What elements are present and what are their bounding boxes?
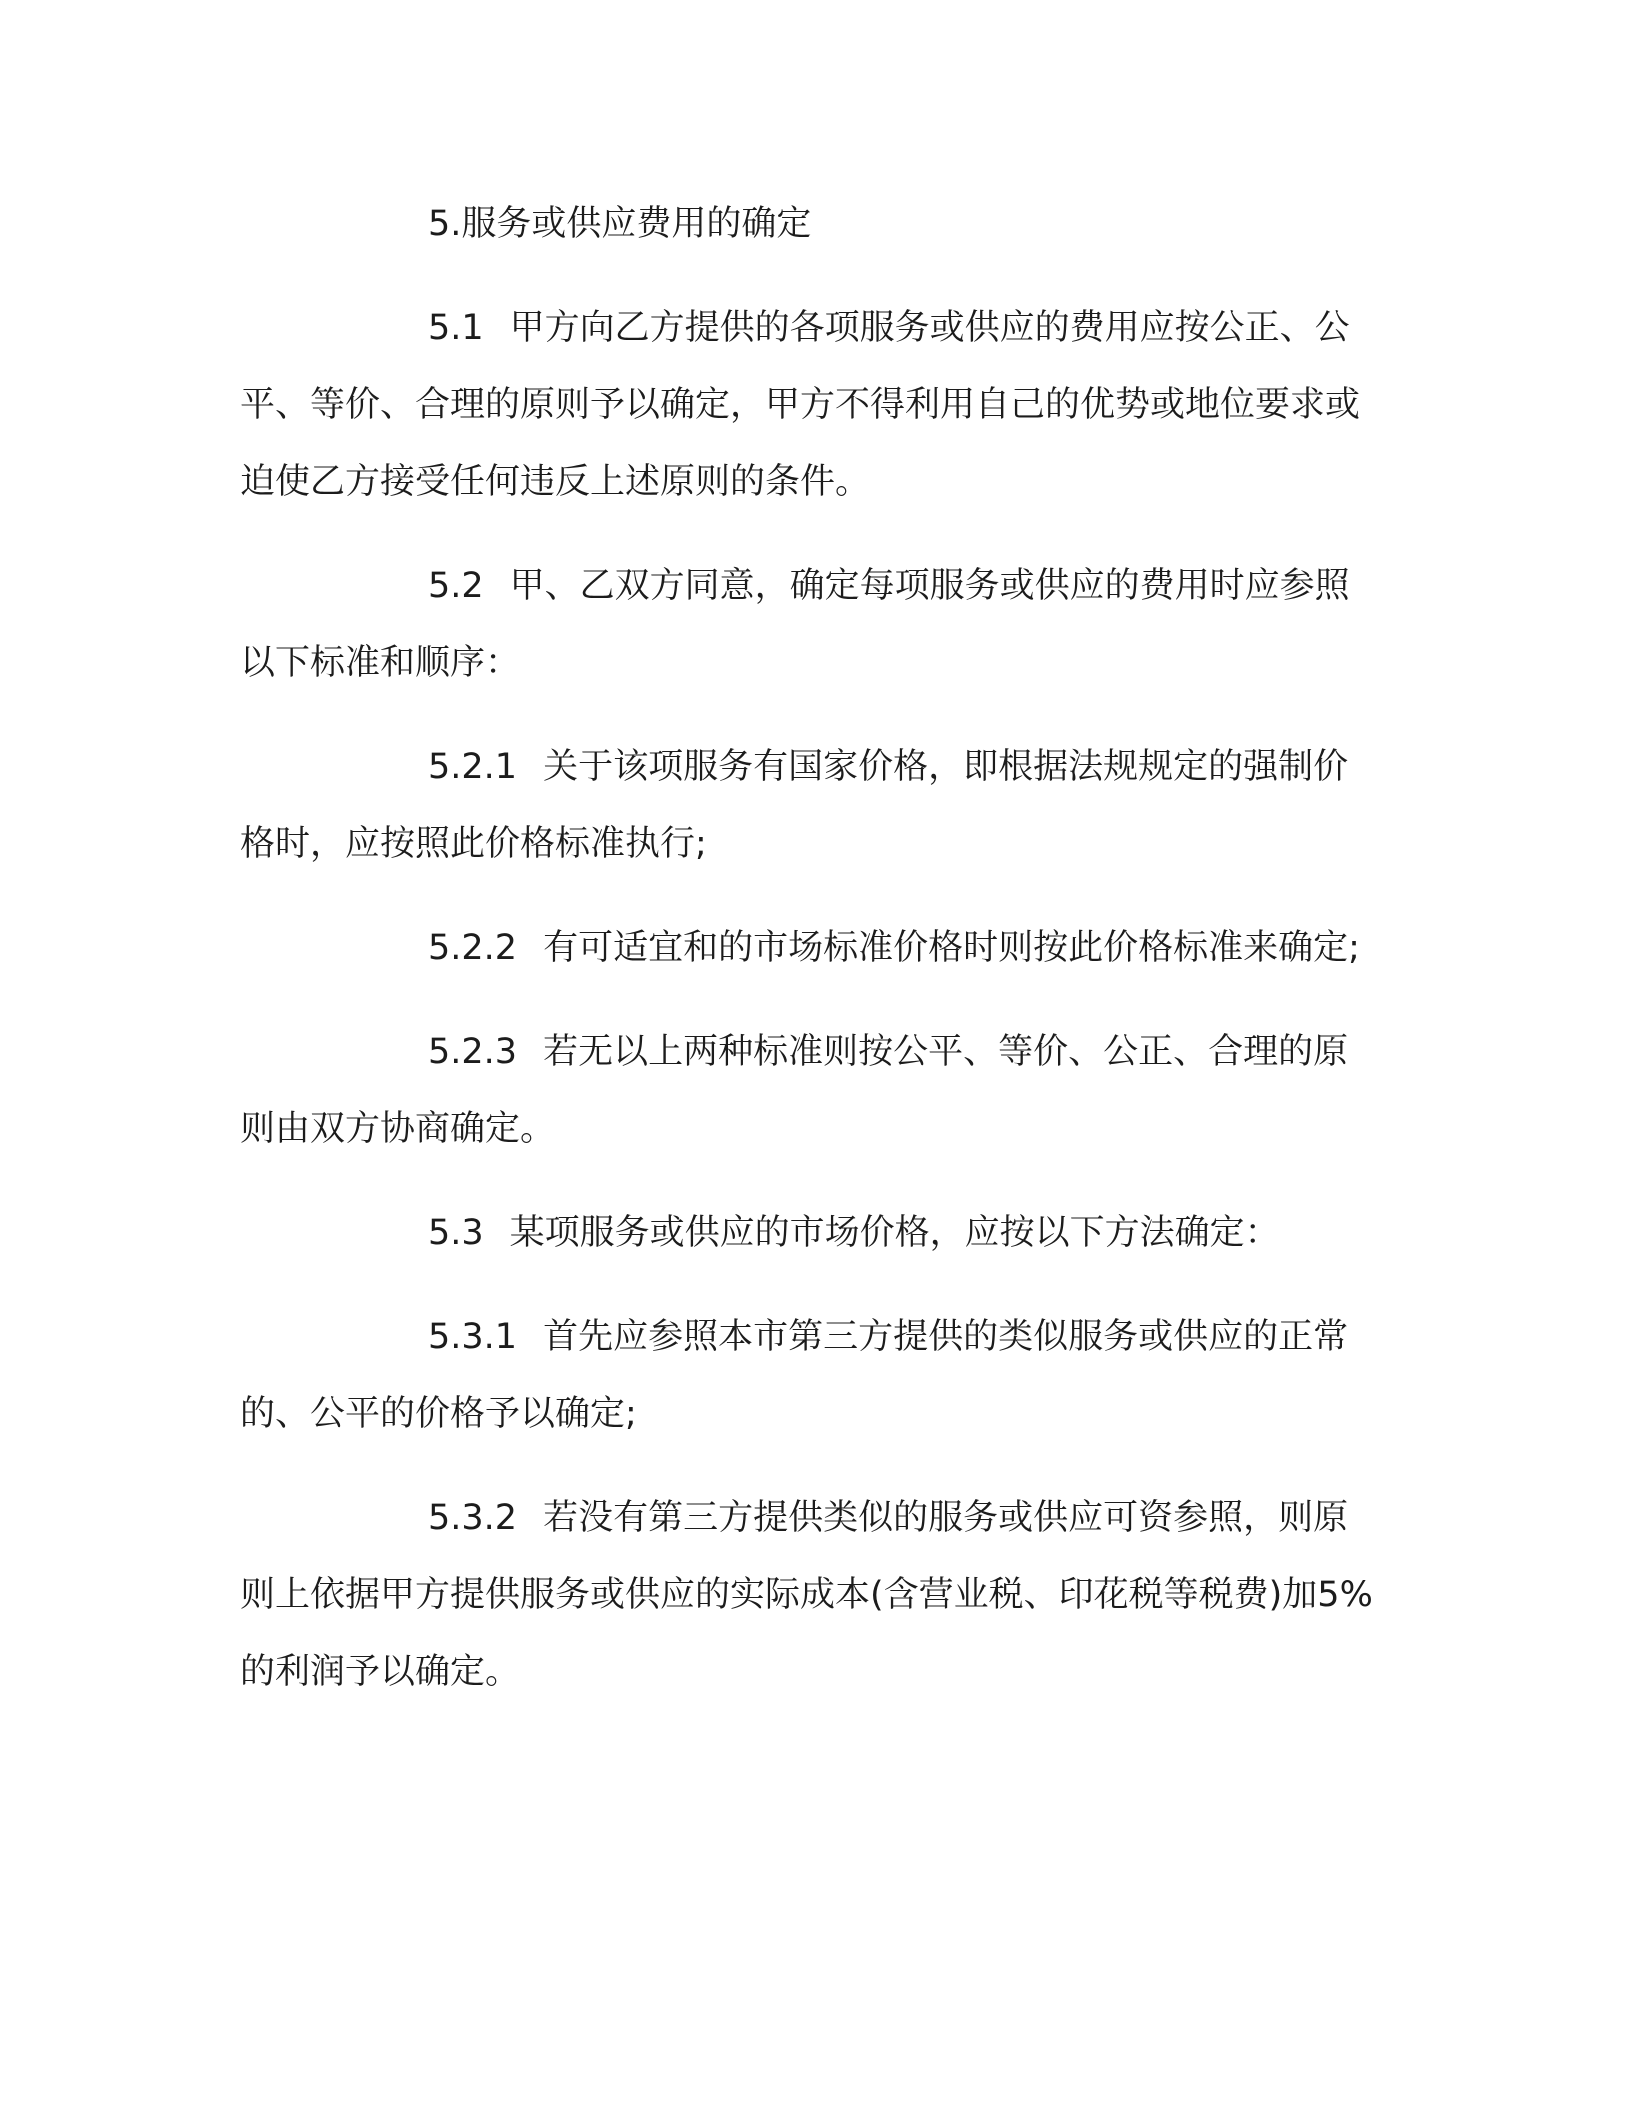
clause-number: 5.3 bbox=[428, 1213, 484, 1253]
clause-text: 甲方向乙方提供的各项服务或供应的费用应按公正、公平、等价、合理的原则予以确定，甲方不得利用自己的优势或地位要求或迫使乙方接受任何违反上述原则的条件。 bbox=[240, 308, 1361, 502]
clause-number: 5.2.2 bbox=[428, 928, 518, 968]
section-heading bbox=[240, 186, 1380, 263]
clause-number: 5.2.3 bbox=[428, 1032, 518, 1072]
clause-text: 关于该项服务有国家价格，即根据法规规定的强制价格时，应按照此价格标准执行; bbox=[240, 747, 1349, 864]
clause-text: 若没有第三方提供类似的服务或供应可资参照，则原则上依据甲方提供服务或供应的实际成本(含营业税、印花税等税费)加5%的利润予以确定。 bbox=[240, 1498, 1373, 1692]
clause-text: 有可适宜和的市场标准价格时则按此价格标准来确定; bbox=[543, 928, 1360, 968]
clause-number: 5.1 bbox=[428, 308, 484, 348]
clause-number: 5.3.1 bbox=[428, 1317, 518, 1357]
clause-5-2-1 bbox=[240, 729, 1380, 883]
clause-number: 5.2.1 bbox=[428, 747, 518, 787]
clause-5-2-2 bbox=[240, 910, 1380, 987]
clause-text: 首先应参照本市第三方提供的类似服务或供应的正常的、公平的价格予以确定; bbox=[240, 1317, 1349, 1434]
document-body bbox=[240, 186, 1380, 1738]
clause-5-2-3 bbox=[240, 1014, 1380, 1168]
clause-text: 甲、乙双方同意，确定每项服务或供应的费用时应参照以下标准和顺序： bbox=[240, 566, 1350, 683]
clause-5-3 bbox=[240, 1195, 1380, 1272]
clause-number: 5.2 bbox=[428, 566, 484, 606]
clause-5-3-1 bbox=[240, 1299, 1380, 1453]
clause-number: 5. bbox=[428, 204, 462, 244]
clause-text: 服务或供应费用的确定 bbox=[461, 204, 812, 244]
clause-5-3-2 bbox=[240, 1480, 1380, 1711]
clause-text: 若无以上两种标准则按公平、等价、公正、合理的原则由双方协商确定。 bbox=[240, 1032, 1349, 1149]
clause-5-1 bbox=[240, 290, 1380, 521]
clause-number: 5.3.2 bbox=[428, 1498, 518, 1538]
clause-text: 某项服务或供应的市场价格，应按以下方法确定： bbox=[509, 1213, 1280, 1253]
clause-5-2 bbox=[240, 548, 1380, 702]
